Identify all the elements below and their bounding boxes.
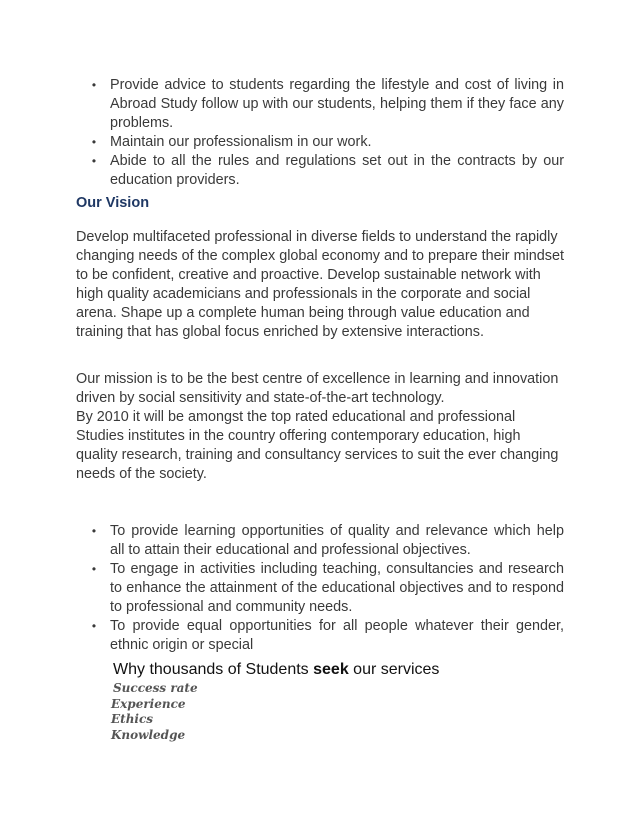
bullet-icon: • bbox=[91, 154, 97, 168]
reason-item: Experience bbox=[111, 696, 186, 711]
reason-item: Success rate bbox=[113, 681, 198, 695]
reasons-list bbox=[111, 681, 198, 743]
services-bullet-list bbox=[88, 76, 564, 190]
bullet-icon: • bbox=[91, 562, 97, 576]
list-item-text: To provide equal opportunities for all people whatever their gender, ethnic origin or special bbox=[110, 618, 564, 653]
why-students-heading bbox=[113, 661, 439, 679]
why-text-bold: seek bbox=[313, 661, 349, 678]
bullet-icon: • bbox=[91, 78, 97, 92]
reason-item: Ethics bbox=[111, 712, 154, 726]
why-text-start: Why thousands of Students bbox=[113, 661, 314, 678]
list-item bbox=[88, 76, 564, 133]
bullet-icon: • bbox=[91, 135, 97, 149]
objectives-bullet-list bbox=[88, 522, 564, 655]
list-item-text: Maintain our professionalism in our work. bbox=[110, 134, 372, 150]
list-item bbox=[88, 133, 564, 152]
bullet-icon: • bbox=[91, 524, 97, 538]
mission-paragraph: Our mission is to be the best centre of excellence in learning and innovation driven by social sensitivity and state-of-the-art technology. bbox=[76, 371, 559, 406]
why-text-end: our services bbox=[348, 661, 440, 678]
mission-paragraph-2: By 2010 it will be amongst the top rated educational and professional Studies institutes in the country offering contemporary education, high quality research, training and consultancy services to suit the ever changing needs of the society. bbox=[76, 409, 559, 482]
list-item-text: To provide learning opportunities of quality and relevance which help all to attain their educational and professional objectives. bbox=[110, 523, 564, 558]
list-item bbox=[88, 152, 564, 190]
list-item-text: Provide advice to students regarding the lifestyle and cost of living in Abroad Study follow up with our students, helping them if they face any problems. bbox=[110, 77, 564, 131]
reason-item: Knowledge bbox=[111, 727, 186, 742]
vision-paragraph: Develop multifaceted professional in diverse fields to understand the rapidly changing needs of the complex global economy and to prepare their mindset to be confident, creative and proactive. Develop sustainable network with high quality academicians and professionals in the corporate and social arena. Shape up a complete human being through value education and training that has global focus enriched by extensive interactions. bbox=[76, 229, 564, 340]
vision-heading: Our Vision bbox=[76, 195, 150, 211]
list-item bbox=[88, 617, 564, 655]
list-item-text: To engage in activities including teaching, consultancies and research to enhance the attainment of the educational objectives and to respond to professional and community needs. bbox=[110, 561, 564, 615]
list-item bbox=[88, 522, 564, 560]
list-item-text: Abide to all the rules and regulations set out in the contracts by our education providers. bbox=[110, 153, 564, 188]
bullet-icon: • bbox=[91, 619, 97, 633]
list-item bbox=[88, 560, 564, 617]
